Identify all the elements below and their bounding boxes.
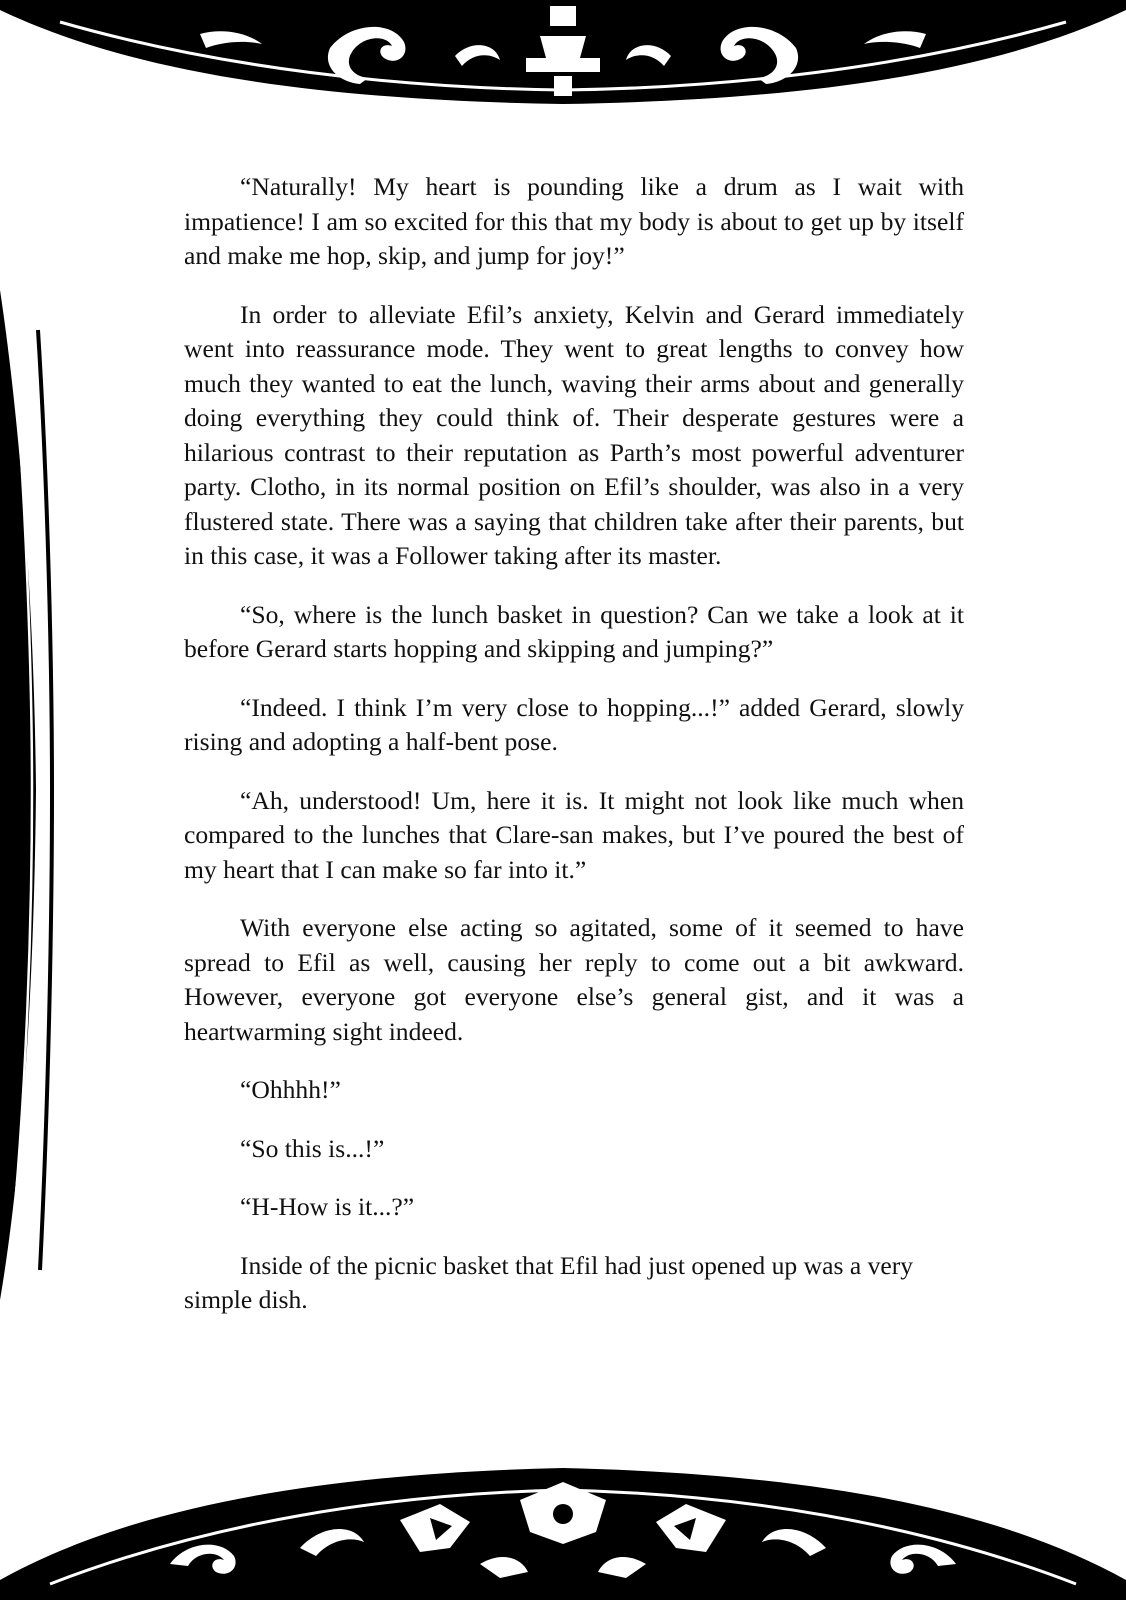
dialogue-line: “H-How is it...?” [240,1192,415,1221]
paragraph: “So, where is the lunch basket in question? Can we take a look at it before Gerard starts hopping and skipping and jumping?” [184,599,964,663]
paragraph: With everyone else acting so agitated, some of it seemed to have spread to Efil as well, causing her reply to come out a bit awkward. However, everyone got everyone else’s general gist, and it was a heartwarming sight indeed. [184,913,964,1046]
paragraph: “Indeed. I think I’m very close to hopping...!” added Gerard, slowly rising and adopting a half-bent pose. [184,692,964,756]
paragraph: In order to alleviate Efil’s anxiety, Kelvin and Gerard immediately went into reassurance mode. They went to great lengths to convey how much they wanted to eat the lunch, waving their arms about and generally doing everything they could think of. Their desperate gestures were a hilarious contrast to their reputation as Parth’s most powerful adventurer party. Clotho, in its normal position on Efil’s shoulder, was also in a very flustered state. There was a saying that children take after their parents, but in this case, it was a Follower taking after its master. [184,299,964,570]
paragraph: “Ah, understood! Um, here it is. It might not look like much when compared to the lunches that Clare-san makes, but I’ve poured the best of my heart that I can make so far into it.” [184,785,964,884]
body-text [184,170,964,1342]
top-ornament-border [0,0,1126,120]
paragraph: Inside of the picnic basket that Efil had just opened up was a very simple dish. [184,1250,914,1314]
dialogue-line: “So this is...!” [240,1133,385,1163]
left-ornament-border [0,290,60,1300]
bottom-ornament-border [0,1452,1126,1600]
dialogue-line: “Ohhhh!” [240,1075,341,1104]
paragraph: “Naturally! My heart is pounding like a drum as I wait with impatience! I am so excited for this that my body is about to get up by itself and make me hop, skip, and jump for joy!” [184,172,964,270]
